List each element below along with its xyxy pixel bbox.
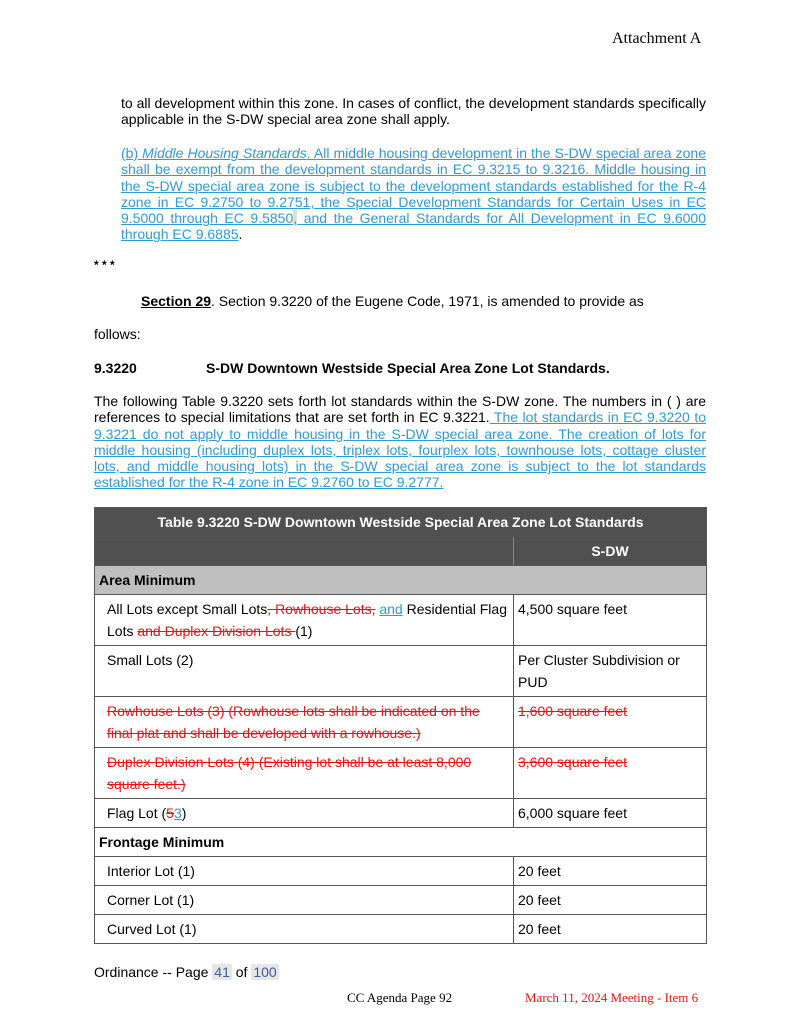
table-row-deleted: [95, 748, 707, 799]
row-value: 3,600 square feet: [514, 748, 707, 799]
inserted-comma: ,: [293, 210, 298, 227]
row-value: 20 feet: [514, 915, 707, 944]
code-heading: [94, 360, 610, 376]
table-row: [95, 595, 707, 646]
section-intro: [141, 293, 706, 309]
footer-label: Ordinance -- Page: [94, 964, 213, 980]
row-label: Small Lots (2): [95, 646, 514, 697]
paragraph-middle-housing: [121, 145, 706, 243]
plain-text: The following Table 9.3220 sets forth lot standards within the S-DW zone. The numbers in ( ) are references to special limitations that are set forth in EC 9.3221.: [94, 393, 706, 426]
inserted-text: (b): [121, 145, 143, 161]
meeting-info: March 11, 2024 Meeting - Item 6: [525, 990, 699, 1005]
section-area-minimum: Area Minimum: [95, 566, 707, 595]
attachment-label: Attachment A: [612, 30, 702, 47]
paragraph-intro: to all development within this zone. In cases of conflict, the development standards specifically applicable in the S-DW special area zone shall apply.: [121, 95, 706, 128]
code-number: 9.3220: [94, 360, 137, 376]
table-row: [95, 857, 707, 886]
row-value: 20 feet: [514, 886, 707, 915]
row-label: Curved Lot (1): [95, 915, 514, 944]
row-label: Rowhouse Lots (3) (Rowhouse lots shall be indicated on the final plat and shall be developed with a rowhouse.): [95, 697, 514, 748]
section-frontage-minimum: Frontage Minimum: [95, 828, 707, 857]
table-row: [95, 646, 707, 697]
table-row: [95, 799, 707, 828]
section-text: . Section 9.3220 of the Eugene Code, 1971, is amended to provide as: [211, 293, 644, 309]
table-row: [95, 886, 707, 915]
page-total: 100: [253, 964, 277, 980]
section-label: Section 29: [141, 293, 212, 309]
footer-of: of: [231, 964, 252, 980]
agenda-page: CC Agenda Page 92: [347, 990, 453, 1005]
section-continuation: follows:: [94, 326, 141, 342]
row-label: Corner Lot (1): [95, 886, 514, 915]
page-number: 41: [214, 964, 230, 980]
column-header-sdw: S-DW: [514, 537, 707, 566]
inserted-title: Middle Housing Standards: [142, 145, 307, 161]
inserted-text: The lot standards in EC 9.3220 to 9.3221 do not apply to middle housing in the S-DW special area zone. The creation of lots for middle housing (including duplex lots, triplex lots, fourplex lots, townhouse lots, cottage cluster lots, and middle housing lots) in the S-DW special area zone is subject to the lot standards established for the R-4 zone in EC 9.2760 to EC 9.2777.: [94, 409, 706, 491]
paragraph-table-intro: [94, 393, 706, 491]
inserted-text: and the General Standards for All Development in EC 9.6000 through EC 9.6885: [121, 210, 706, 243]
row-label: Flag Lot (53): [95, 799, 514, 828]
page-footer: [94, 964, 279, 980]
lot-standards-table: [94, 507, 707, 944]
table-row: [95, 915, 707, 944]
row-value: 4,500 square feet: [514, 595, 707, 646]
code-title: S-DW Downtown Westside Special Area Zone Lot Standards.: [206, 360, 610, 376]
inserted-text: . All middle housing development in the S-DW special area zone shall be exempt from the development standards in EC 9.3215 to 9.3216. Middle housing in the S-DW special area zone is subject to the development standards established for the R-4 zone in EC 9.2750 to 9.2751, the Special Development Standards for Certain Uses in EC 9.5000 through EC 9.5850: [121, 145, 706, 227]
row-value: 20 feet: [514, 857, 707, 886]
row-label: Interior Lot (1): [95, 857, 514, 886]
row-value: 1,600 square feet: [514, 697, 707, 748]
period: .: [238, 226, 243, 243]
table-row-deleted: [95, 697, 707, 748]
table-title: Table 9.3220 S-DW Downtown Westside Special Area Zone Lot Standards: [95, 508, 707, 537]
section-break: * * *: [94, 258, 115, 272]
row-value: 6,000 square feet: [514, 799, 707, 828]
row-value: Per Cluster Subdivision or PUD: [514, 646, 707, 697]
row-label: Duplex Division Lots (4) (Existing lot shall be at least 8,000 square feet.): [95, 748, 514, 799]
row-label: All Lots except Small Lots, Rowhouse Lots, and Residential Flag Lots and Duplex Division Lots (1): [95, 595, 514, 646]
